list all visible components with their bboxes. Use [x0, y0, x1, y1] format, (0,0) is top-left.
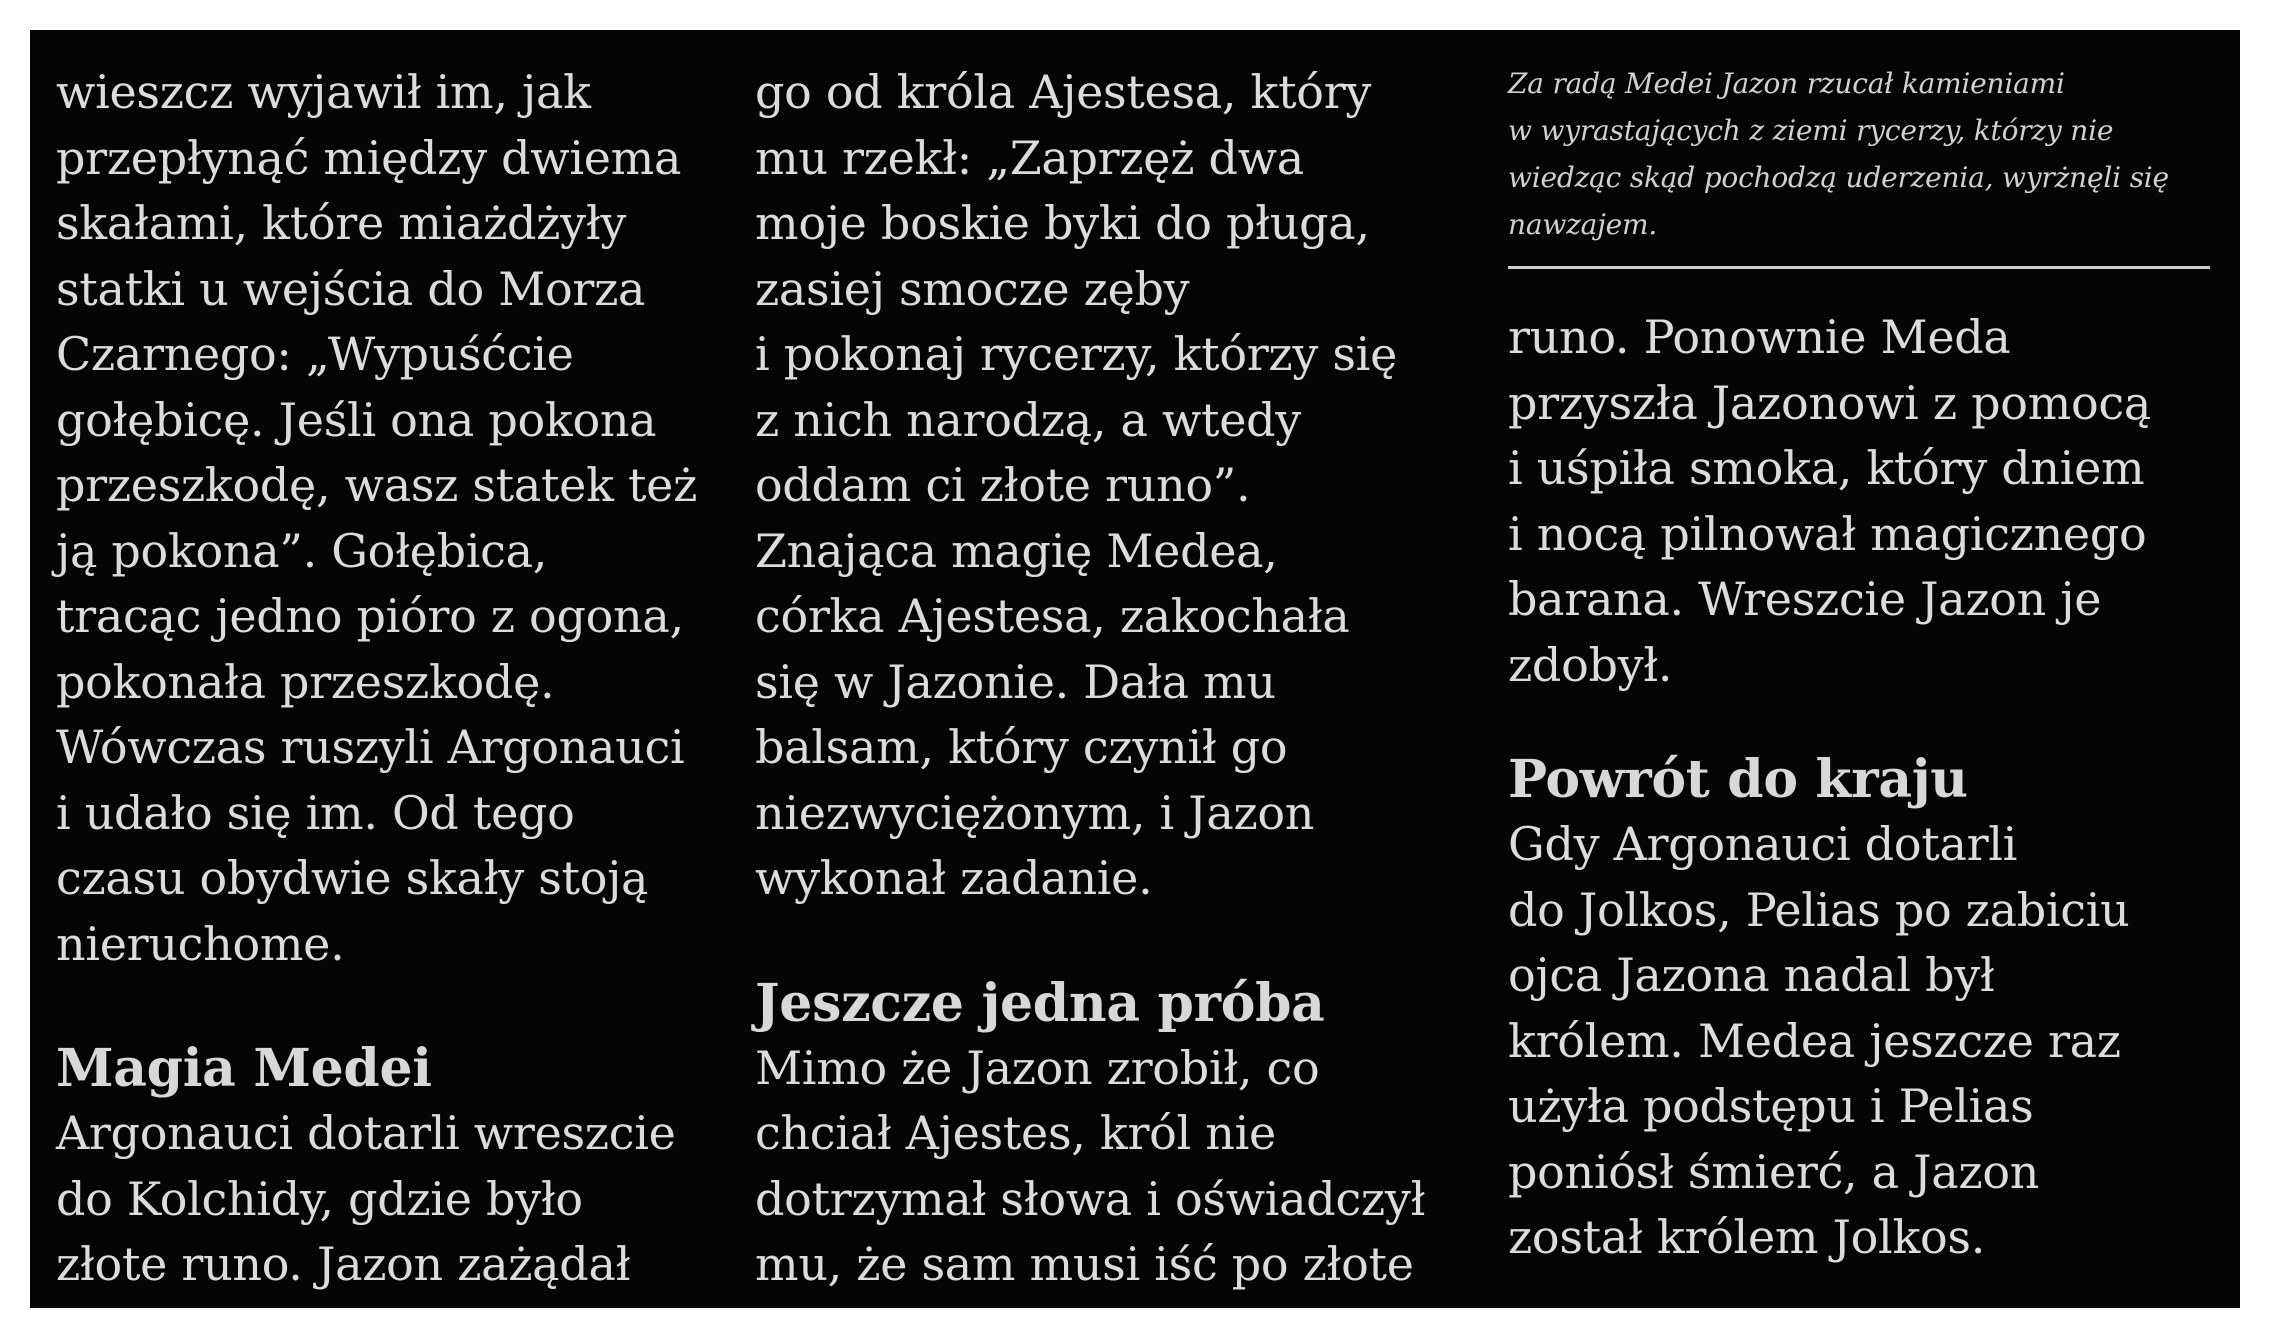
column-2-paragraph-1: go od króla Ajestesa, który mu rzekł: „Zaprzęż dwa moje boskie byki do pługa, zasiej smocze zęby i pokonaj rycerzy, którzy się z nich narodzą, a wtedy oddam ci złote runo”. Znająca magię Medea, córka Ajestesa, zakochała się w Jazonie. Dała mu balsam, który czynił go niezwyciężonym, i Jazon wykonał zadanie.	[755, 65, 1398, 905]
column-1	[56, 60, 716, 1298]
column-3	[1508, 60, 2218, 1271]
text-panel	[30, 30, 2240, 1308]
heading-powrot-do-kraju: Powrót do kraju	[1508, 749, 1968, 810]
column-3-paragraph-1: runo. Ponownie Meda przyszła Jazonowi z pomocą i uśpiła smoka, który dniem i nocą pilnował magicznego barana. Wreszcie Jazon je zdobył.	[1508, 310, 2151, 692]
column-1-paragraph-1: wieszcz wyjawił im, jak przepłynąć między dwiema skałami, które miażdżyły statki u wejścia do Morza Czarnego: „Wypuśćcie gołębicę. Jeśli ona pokona przeszkodę, wasz statek też ją pokona”. Gołębica, tracąc jedno pióro z ogona, pokonała przeszkodę. Wówczas ruszyli Argonauci i udało się im. Od tego czasu obydwie skały stoją nieruchome.	[56, 65, 698, 971]
column-2-paragraph-2: Mimo że Jazon zrobił, co chciał Ajestes, król nie dotrzymał słowa i oświadczył mu, że sam musi iść po złote	[755, 1040, 1426, 1291]
heading-magia-medei: Magia Medei	[56, 1038, 432, 1099]
column-3-paragraph-2: Gdy Argonauci dotarli do Jolkos, Pelias po zabiciu ojca Jazona nadal był królem. Medea jeszcze raz użyła podstępu i Pelias poniósł śmierć, a Jazon został królem Jolkos.	[1508, 817, 2130, 1264]
image-caption: Za radą Medei Jazon rzucał kamieniami w wyrastających z ziemi rycerzy, którzy nie wiedząc skąd pochodzą uderzenia, wyrżnęli się nawzajem.	[1508, 67, 2169, 241]
column-1-paragraph-2: Argonauci dotarli wreszcie do Kolchidy, gdzie było złote runo. Jazon zażądał	[56, 1106, 676, 1291]
caption-divider	[1508, 266, 2210, 269]
column-2	[755, 60, 1445, 1298]
heading-jeszcze-jedna-proba: Jeszcze jedna próba	[755, 972, 1325, 1034]
